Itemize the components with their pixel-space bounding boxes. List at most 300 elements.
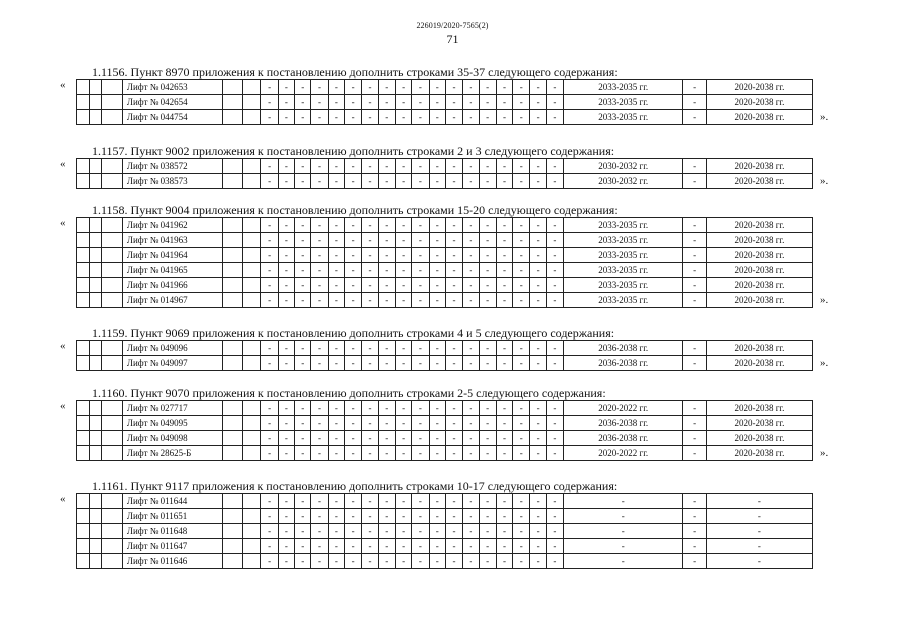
dash-cell: - bbox=[530, 233, 546, 248]
dash-cell: - bbox=[530, 95, 546, 110]
empty-cell bbox=[243, 524, 261, 539]
dash-cell: - bbox=[496, 554, 512, 569]
dash-cell: - bbox=[295, 233, 311, 248]
dash-cell: - bbox=[463, 278, 479, 293]
empty-cell bbox=[102, 80, 122, 95]
dash-cell: - bbox=[345, 95, 362, 110]
dash-cell: - bbox=[546, 554, 563, 569]
dash-cell: - bbox=[479, 278, 496, 293]
dash-cell: - bbox=[378, 554, 395, 569]
empty-cell bbox=[90, 263, 102, 278]
empty-cell bbox=[90, 509, 102, 524]
dash-cell: - bbox=[328, 401, 344, 416]
dash-cell: - bbox=[445, 401, 462, 416]
lift-name-cell: Лифт № 011646 bbox=[122, 554, 222, 569]
dash-cell: - bbox=[463, 293, 479, 308]
dash-cell: - bbox=[479, 431, 496, 446]
dash-cell: - bbox=[683, 233, 706, 248]
dash-cell: - bbox=[429, 341, 445, 356]
dash-cell: - bbox=[311, 278, 328, 293]
dash-cell: - bbox=[429, 431, 445, 446]
dash-cell: - bbox=[378, 95, 395, 110]
dash-cell: - bbox=[429, 248, 445, 263]
empty-cell bbox=[222, 416, 242, 431]
empty-cell bbox=[77, 446, 90, 461]
lift-name-cell: Лифт № 041965 bbox=[122, 263, 222, 278]
dash-cell: - bbox=[530, 539, 546, 554]
dash-cell: - bbox=[311, 431, 328, 446]
empty-cell bbox=[102, 218, 122, 233]
dash-cell: - bbox=[311, 539, 328, 554]
dash-cell: - bbox=[345, 218, 362, 233]
dash-cell: - bbox=[429, 401, 445, 416]
empty-cell bbox=[90, 341, 102, 356]
empty-cell bbox=[102, 554, 122, 569]
dash-cell: - bbox=[429, 446, 445, 461]
dash-cell: - bbox=[479, 110, 496, 125]
dash-cell: - bbox=[429, 509, 445, 524]
table-row bbox=[60, 538, 761, 553]
dash-cell: - bbox=[496, 218, 512, 233]
data-table-row bbox=[76, 173, 813, 189]
range-cell: 2020-2038 гг. bbox=[706, 174, 812, 189]
dash-cell: - bbox=[546, 293, 563, 308]
dash-cell: - bbox=[496, 494, 512, 509]
amendment-section bbox=[60, 65, 829, 124]
dash-cell: - bbox=[295, 95, 311, 110]
dash-cell: - bbox=[513, 233, 530, 248]
empty-cell bbox=[77, 509, 90, 524]
dash-cell: - bbox=[261, 446, 278, 461]
dash-cell: - bbox=[445, 80, 462, 95]
dash-cell: - bbox=[546, 416, 563, 431]
dash-cell: - bbox=[412, 401, 429, 416]
dash-cell: - bbox=[530, 248, 546, 263]
dash-cell: - bbox=[683, 539, 706, 554]
range-cell: - bbox=[706, 524, 812, 539]
dash-cell: - bbox=[278, 174, 294, 189]
dash-cell: - bbox=[513, 509, 530, 524]
dash-cell: - bbox=[546, 218, 563, 233]
dash-cell: - bbox=[546, 248, 563, 263]
empty-cell bbox=[77, 248, 90, 263]
dash-cell: - bbox=[496, 110, 512, 125]
open-quote: « bbox=[60, 158, 66, 170]
dash-cell: - bbox=[513, 278, 530, 293]
dash-cell: - bbox=[683, 293, 706, 308]
dash-cell: - bbox=[311, 248, 328, 263]
empty-cell bbox=[102, 278, 122, 293]
range-cell: 2020-2038 гг. bbox=[706, 233, 812, 248]
dash-cell: - bbox=[683, 159, 706, 174]
dash-cell: - bbox=[546, 278, 563, 293]
empty-cell bbox=[90, 554, 102, 569]
dash-cell: - bbox=[295, 539, 311, 554]
empty-cell bbox=[222, 248, 242, 263]
data-table-row bbox=[76, 247, 813, 263]
dash-cell: - bbox=[513, 341, 530, 356]
open-quote: « bbox=[60, 400, 66, 412]
dash-cell: - bbox=[496, 278, 512, 293]
empty-cell bbox=[222, 431, 242, 446]
dash-cell: - bbox=[496, 174, 512, 189]
data-table-row bbox=[76, 553, 813, 569]
lift-name-cell: Лифт № 049096 bbox=[122, 341, 222, 356]
dash-cell: - bbox=[362, 293, 378, 308]
period-cell: 2030-2032 гг. bbox=[564, 159, 683, 174]
empty-cell bbox=[77, 110, 90, 125]
dash-cell: - bbox=[295, 218, 311, 233]
dash-cell: - bbox=[295, 431, 311, 446]
table-row bbox=[60, 247, 785, 262]
dash-cell: - bbox=[278, 416, 294, 431]
dash-cell: - bbox=[513, 248, 530, 263]
dash-cell: - bbox=[362, 539, 378, 554]
dash-cell: - bbox=[496, 263, 512, 278]
dash-cell: - bbox=[378, 356, 395, 371]
dash-cell: - bbox=[311, 554, 328, 569]
dash-cell: - bbox=[513, 80, 530, 95]
dash-cell: - bbox=[278, 446, 294, 461]
dash-cell: - bbox=[546, 494, 563, 509]
empty-cell bbox=[102, 356, 122, 371]
period-cell: 2033-2035 гг. bbox=[564, 248, 683, 263]
empty-cell bbox=[90, 278, 102, 293]
empty-cell bbox=[90, 218, 102, 233]
empty-cell bbox=[222, 356, 242, 371]
lift-name-cell: Лифт № 011651 bbox=[122, 509, 222, 524]
empty-cell bbox=[90, 80, 102, 95]
dash-cell: - bbox=[311, 494, 328, 509]
empty-cell bbox=[102, 293, 122, 308]
dash-cell: - bbox=[345, 110, 362, 125]
dash-cell: - bbox=[683, 416, 706, 431]
data-table-row bbox=[76, 217, 813, 233]
dash-cell: - bbox=[479, 494, 496, 509]
dash-cell: - bbox=[278, 110, 294, 125]
period-cell: 2033-2035 гг. bbox=[564, 218, 683, 233]
dash-cell: - bbox=[479, 401, 496, 416]
dash-cell: - bbox=[496, 248, 512, 263]
dash-cell: - bbox=[479, 416, 496, 431]
dash-cell: - bbox=[328, 174, 344, 189]
dash-cell: - bbox=[496, 159, 512, 174]
dash-cell: - bbox=[479, 356, 496, 371]
lift-name-cell: Лифт № 049098 bbox=[122, 431, 222, 446]
data-table-row bbox=[76, 493, 813, 509]
open-quote: « bbox=[60, 340, 66, 352]
dash-cell: - bbox=[530, 431, 546, 446]
dash-cell: - bbox=[395, 248, 411, 263]
dash-cell: - bbox=[328, 539, 344, 554]
period-cell: - bbox=[564, 539, 683, 554]
dash-cell: - bbox=[429, 278, 445, 293]
dash-cell: - bbox=[479, 554, 496, 569]
table-row bbox=[60, 508, 761, 523]
data-table-row bbox=[76, 430, 813, 446]
dash-cell: - bbox=[328, 524, 344, 539]
data-table-row bbox=[76, 79, 813, 95]
dash-cell: - bbox=[395, 174, 411, 189]
dash-cell: - bbox=[496, 416, 512, 431]
data-table-row bbox=[76, 508, 813, 524]
dash-cell: - bbox=[261, 174, 278, 189]
dash-cell: - bbox=[463, 341, 479, 356]
table-row bbox=[60, 445, 829, 460]
table-row bbox=[60, 94, 785, 109]
dash-cell: - bbox=[295, 524, 311, 539]
data-table-row bbox=[76, 355, 813, 371]
dash-cell: - bbox=[278, 95, 294, 110]
empty-cell bbox=[77, 263, 90, 278]
dash-cell: - bbox=[412, 539, 429, 554]
empty-cell bbox=[243, 174, 261, 189]
empty-cell bbox=[102, 174, 122, 189]
dash-cell: - bbox=[429, 95, 445, 110]
dash-cell: - bbox=[412, 356, 429, 371]
empty-cell bbox=[90, 293, 102, 308]
period-cell: 2033-2035 гг. bbox=[564, 233, 683, 248]
range-cell: 2020-2038 гг. bbox=[706, 80, 812, 95]
dash-cell: - bbox=[395, 278, 411, 293]
dash-cell: - bbox=[445, 539, 462, 554]
close-quote: ». bbox=[820, 294, 829, 306]
empty-cell bbox=[222, 446, 242, 461]
data-table-row bbox=[76, 232, 813, 248]
empty-cell bbox=[243, 446, 261, 461]
empty-cell bbox=[102, 110, 122, 125]
range-cell: 2020-2038 гг. bbox=[706, 431, 812, 446]
dash-cell: - bbox=[479, 524, 496, 539]
empty-cell bbox=[243, 95, 261, 110]
dash-cell: - bbox=[445, 416, 462, 431]
dash-cell: - bbox=[345, 341, 362, 356]
dash-cell: - bbox=[429, 218, 445, 233]
empty-cell bbox=[243, 80, 261, 95]
dash-cell: - bbox=[479, 159, 496, 174]
range-cell: 2020-2038 гг. bbox=[706, 401, 812, 416]
dash-cell: - bbox=[362, 494, 378, 509]
dash-cell: - bbox=[395, 293, 411, 308]
table-row bbox=[60, 415, 785, 430]
empty-cell bbox=[102, 494, 122, 509]
range-cell: 2020-2038 гг. bbox=[706, 263, 812, 278]
empty-cell bbox=[77, 218, 90, 233]
dash-cell: - bbox=[362, 95, 378, 110]
dash-cell: - bbox=[395, 356, 411, 371]
dash-cell: - bbox=[295, 341, 311, 356]
dash-cell: - bbox=[395, 263, 411, 278]
dash-cell: - bbox=[295, 80, 311, 95]
empty-cell bbox=[77, 416, 90, 431]
empty-cell bbox=[222, 159, 242, 174]
dash-cell: - bbox=[463, 110, 479, 125]
dash-cell: - bbox=[362, 233, 378, 248]
period-cell: 2020-2022 гг. bbox=[564, 401, 683, 416]
dash-cell: - bbox=[328, 356, 344, 371]
dash-cell: - bbox=[261, 80, 278, 95]
dash-cell: - bbox=[546, 524, 563, 539]
dash-cell: - bbox=[261, 524, 278, 539]
dash-cell: - bbox=[362, 174, 378, 189]
lift-name-cell: Лифт № 011647 bbox=[122, 539, 222, 554]
dash-cell: - bbox=[345, 539, 362, 554]
dash-cell: - bbox=[429, 494, 445, 509]
table-row bbox=[60, 277, 785, 292]
dash-cell: - bbox=[546, 539, 563, 554]
lift-name-cell: Лифт № 038572 bbox=[122, 159, 222, 174]
data-table-row bbox=[76, 262, 813, 278]
empty-cell bbox=[243, 554, 261, 569]
range-cell: 2020-2038 гг. bbox=[706, 95, 812, 110]
dash-cell: - bbox=[513, 539, 530, 554]
empty-cell bbox=[77, 539, 90, 554]
dash-cell: - bbox=[345, 174, 362, 189]
dash-cell: - bbox=[412, 293, 429, 308]
dash-cell: - bbox=[429, 80, 445, 95]
empty-cell bbox=[102, 509, 122, 524]
empty-cell bbox=[90, 356, 102, 371]
empty-cell bbox=[243, 494, 261, 509]
dash-cell: - bbox=[445, 509, 462, 524]
table-row bbox=[60, 355, 829, 370]
dash-cell: - bbox=[445, 263, 462, 278]
dash-cell: - bbox=[395, 341, 411, 356]
empty-cell bbox=[90, 174, 102, 189]
dash-cell: - bbox=[295, 356, 311, 371]
dash-cell: - bbox=[395, 431, 411, 446]
dash-cell: - bbox=[445, 446, 462, 461]
dash-cell: - bbox=[278, 80, 294, 95]
dash-cell: - bbox=[261, 218, 278, 233]
dash-cell: - bbox=[395, 80, 411, 95]
empty-cell bbox=[243, 159, 261, 174]
dash-cell: - bbox=[362, 80, 378, 95]
period-cell: 2020-2022 гг. bbox=[564, 446, 683, 461]
empty-cell bbox=[102, 446, 122, 461]
dash-cell: - bbox=[445, 356, 462, 371]
dash-cell: - bbox=[378, 218, 395, 233]
dash-cell: - bbox=[463, 446, 479, 461]
dash-cell: - bbox=[395, 509, 411, 524]
dash-cell: - bbox=[683, 110, 706, 125]
dash-cell: - bbox=[295, 174, 311, 189]
dash-cell: - bbox=[362, 248, 378, 263]
dash-cell: - bbox=[546, 174, 563, 189]
empty-cell bbox=[243, 110, 261, 125]
dash-cell: - bbox=[412, 80, 429, 95]
dash-cell: - bbox=[311, 263, 328, 278]
dash-cell: - bbox=[345, 416, 362, 431]
data-table-row bbox=[76, 415, 813, 431]
close-quote: ». bbox=[820, 175, 829, 187]
dash-cell: - bbox=[546, 509, 563, 524]
empty-cell bbox=[77, 95, 90, 110]
dash-cell: - bbox=[261, 159, 278, 174]
dash-cell: - bbox=[496, 80, 512, 95]
lift-name-cell: Лифт № 042653 bbox=[122, 80, 222, 95]
dash-cell: - bbox=[530, 218, 546, 233]
dash-cell: - bbox=[362, 446, 378, 461]
empty-cell bbox=[222, 539, 242, 554]
lift-name-cell: Лифт № 042654 bbox=[122, 95, 222, 110]
dash-cell: - bbox=[683, 356, 706, 371]
dash-cell: - bbox=[445, 341, 462, 356]
empty-cell bbox=[102, 233, 122, 248]
dash-cell: - bbox=[429, 159, 445, 174]
dash-cell: - bbox=[378, 159, 395, 174]
dash-cell: - bbox=[496, 446, 512, 461]
dash-cell: - bbox=[412, 524, 429, 539]
close-quote: ». bbox=[820, 357, 829, 369]
dash-cell: - bbox=[412, 233, 429, 248]
dash-cell: - bbox=[278, 431, 294, 446]
data-table-row bbox=[76, 523, 813, 539]
dash-cell: - bbox=[479, 218, 496, 233]
dash-cell: - bbox=[311, 159, 328, 174]
dash-cell: - bbox=[261, 494, 278, 509]
dash-cell: - bbox=[362, 263, 378, 278]
dash-cell: - bbox=[261, 356, 278, 371]
dash-cell: - bbox=[496, 524, 512, 539]
period-cell: 2033-2035 гг. bbox=[564, 110, 683, 125]
dash-cell: - bbox=[546, 431, 563, 446]
dash-cell: - bbox=[530, 401, 546, 416]
period-cell: 2036-2038 гг. bbox=[564, 416, 683, 431]
dash-cell: - bbox=[362, 509, 378, 524]
dash-cell: - bbox=[378, 248, 395, 263]
period-cell: 2033-2035 гг. bbox=[564, 80, 683, 95]
dash-cell: - bbox=[683, 80, 706, 95]
dash-cell: - bbox=[362, 278, 378, 293]
dash-cell: - bbox=[261, 263, 278, 278]
dash-cell: - bbox=[328, 494, 344, 509]
close-quote: ». bbox=[820, 447, 829, 459]
dash-cell: - bbox=[429, 416, 445, 431]
dash-cell: - bbox=[328, 341, 344, 356]
dash-cell: - bbox=[412, 446, 429, 461]
range-cell: 2020-2038 гг. bbox=[706, 110, 812, 125]
dash-cell: - bbox=[328, 95, 344, 110]
dash-cell: - bbox=[328, 446, 344, 461]
empty-cell bbox=[222, 341, 242, 356]
table-row bbox=[60, 430, 785, 445]
dash-cell: - bbox=[412, 341, 429, 356]
empty-cell bbox=[222, 110, 242, 125]
dash-cell: - bbox=[530, 110, 546, 125]
dash-cell: - bbox=[311, 218, 328, 233]
dash-cell: - bbox=[479, 174, 496, 189]
empty-cell bbox=[90, 539, 102, 554]
dash-cell: - bbox=[378, 416, 395, 431]
table-row bbox=[60, 262, 785, 277]
table-row bbox=[60, 232, 785, 247]
dash-cell: - bbox=[463, 95, 479, 110]
dash-cell: - bbox=[496, 509, 512, 524]
data-table-row bbox=[76, 109, 813, 125]
dash-cell: - bbox=[530, 356, 546, 371]
dash-cell: - bbox=[295, 494, 311, 509]
dash-cell: - bbox=[412, 218, 429, 233]
dash-cell: - bbox=[278, 356, 294, 371]
dash-cell: - bbox=[479, 509, 496, 524]
table-row bbox=[60, 79, 785, 94]
table-row bbox=[60, 158, 785, 173]
lift-name-cell: Лифт № 011644 bbox=[122, 494, 222, 509]
dash-cell: - bbox=[295, 446, 311, 461]
period-cell: - bbox=[564, 524, 683, 539]
dash-cell: - bbox=[513, 356, 530, 371]
